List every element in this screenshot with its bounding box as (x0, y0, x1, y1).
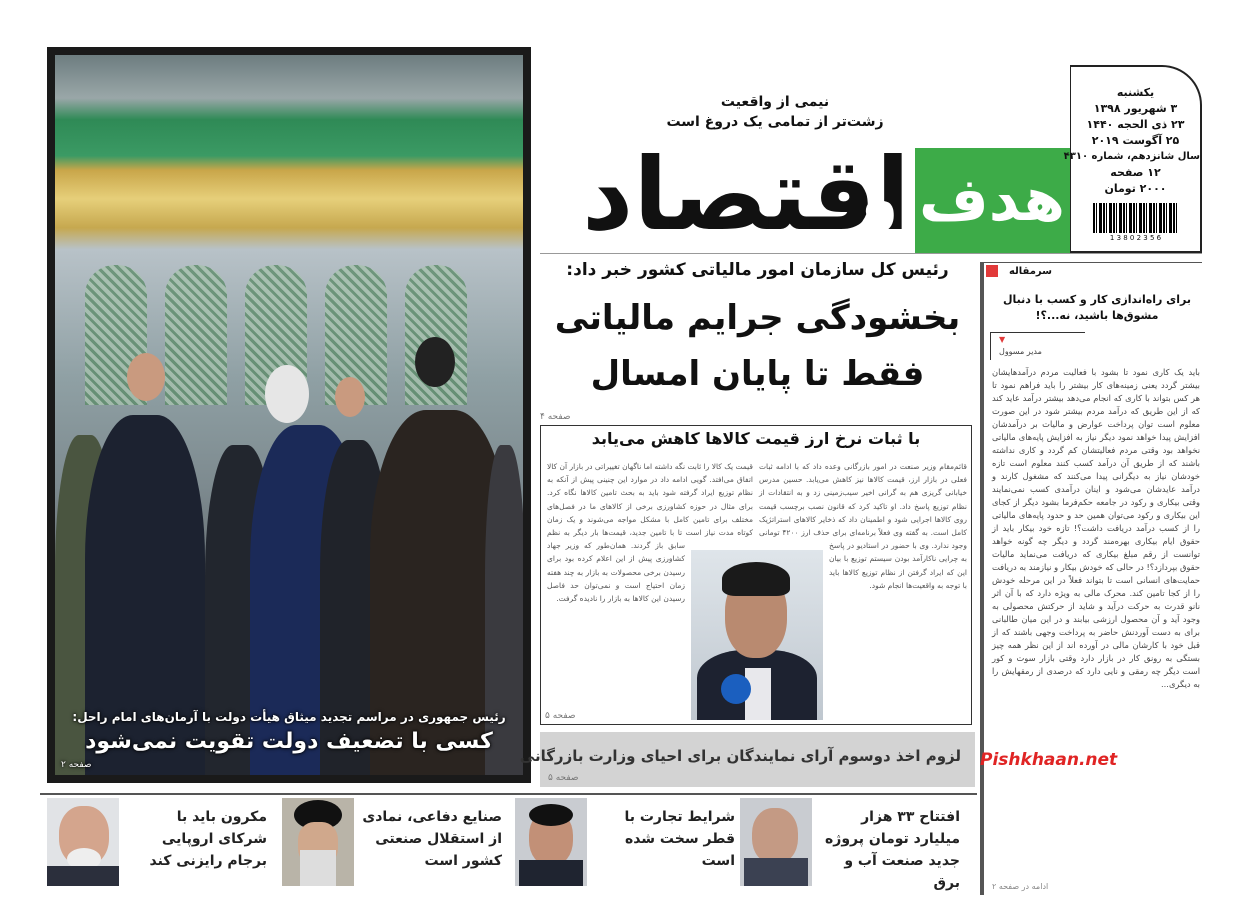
barcode-number: 1 3 8 0 2 3 5 6 (1109, 234, 1162, 242)
official-portrait (691, 550, 823, 720)
triangle-icon: ▼ (999, 335, 1006, 344)
logo-main: اقتصاد (582, 136, 910, 253)
logo-sub: هدف و (860, 165, 1065, 235)
photo-captions (61, 707, 517, 771)
teaser-photo (47, 798, 119, 886)
slogan-line: نیمی از واقعیت (720, 94, 830, 110)
photo-story (47, 47, 531, 783)
headline-line: فقط تا پایان امسال (590, 354, 925, 394)
photo-kicker: رئیس جمهوری در مراسم تجدید میثاق هیأت دولت با آرمان‌های امام راحل: (72, 710, 506, 724)
editorial-label: سرمقاله (1008, 266, 1052, 277)
lead-kicker: رئیس کل سازمان امور مالیاتی کشور خبر داد: (566, 260, 949, 280)
page-ref: صفحه ۵ (548, 773, 579, 783)
editorial-text: باید یک کاری نمود تا بشود با فعالیت مردم درآمدهایشان بیشتر گردد یعنی زمینه‌های کار بیشتر را باید فراهم نمود تا هر کس بتواند با کاری که انجام می‌دهد بیشتر درآمد عاید کند که از این طریق که درآمد مردم بیشتر شود در این صورت معلوم است توان پرداخت عوارض و مالیات بر درآمدشان افزایش پیدا خواهد نمود دیگر نیاز به افزایش پایه‌های مالیاتی نخواهد بود وقتی مردم فعالیتشان کم گردد و کاری نداشته باشند که از طریق آن درآمد کسب کنند معلوم است تازه خودشان نیاز به دیگرانی پیدا می‌کنند که مشغول کارند و درآمد عایدشان می‌شود و اینان درآمدی کسب نمی‌نمایند وقتی بیکاری و رکود در جامعه حکم‌فرما بشود دیگر از کجای این بیکاری و رکود می‌توان همین حد و حدود پایه‌های مالیاتی را از کسب درآمد دریافت داشت؟! تازه خود بیکار باید از حقوق ایام بیکاری بهره‌مند گردد و دیگر چه گونه خواهد توانست از رقم مبلغ بیکاری که دریافت می‌نماید مالیات حقوق بپردازد؟! در حالی که خودش بیکار و نیازمند به دریافت حمایت‌های انسانی است تا بتواند فعلاً در این مرحله خودش را از کجا تامین کند. محرک مالی به ویژه دارد که با آن اثر نانو قدرت به حرکت درآید و شاید از حرکتش محصولی به وجود آید و آن محصول ارزشی بیابند و در این میان طالبانی برای به دست آوردنش حاضر به پرداخت وجهی باشند که از قبل خود با کارشان مالی در آورده اند از این نظر همه چیز بستگی به رونق کار در بازار دارد وقتی بازار سوت و کور است دیگر چه رمقی و نایی دارد که درصدی از رمقهایش را به دیگری... (992, 367, 1200, 689)
slogan (640, 92, 910, 132)
page-ref: صفحه ۴ (540, 412, 571, 422)
article-text: قیمت یک کالا را ثابت نگه داشته اما ناگهان تغییراتی در بازار آن کالا اتفاق می‌افتد. گویی ادامه داد در موارد این چنینی پیش از آنکه به نظام توزیع ایراد گرفته شود باید به بحث تامین کالاها نگاه کرد. برای مثال در حوزه کشاورزی برخی از کالاهای ما در فصل‌های مختلف برای تامین کامل با مشکل مواجه می‌شوند و یک زمان کوتاه مدت نیاز است تا با تامین جدید، قیمت‌ها بار دیگر به نظم سابق باز گردند. همان‌طور که وزیر جهاد کشاورزی پیش از این اعلام کرده بود برای رسیدن برخی محصولات به بازار به چند هفته زمان احتیاج است و نمی‌توان حد فاصل رسیدن این کالاها به بازار را نادیده گرفت. (546, 462, 753, 604)
teaser-title: شرایط تجارت با قطر سخت شده است (624, 809, 735, 869)
headline-line: بخشودگی جرایم مالیاتی (554, 298, 961, 338)
teaser-photo (282, 798, 354, 886)
page-ref: صفحه ۵ (545, 711, 576, 721)
teaser[interactable] (282, 798, 502, 886)
date-lunar: ۲۳ ذی الحجه ۱۴۴۰ (1086, 118, 1185, 131)
teaser-title: مکرون باید با شرکای اروپایی برجام رایزنی کند (149, 809, 267, 869)
lead-headline (540, 290, 975, 402)
teaser[interactable] (47, 798, 267, 886)
section-marker-icon (986, 265, 998, 277)
banner-headline: لزوم اخذ دوسوم آرای نمایندگان برای احیای وزارت بازرگانی (519, 747, 961, 765)
cabinet-ceremony-photo (55, 55, 523, 775)
photo-headline: کسی با تضعیف دولت تقویت نمی‌شود (85, 729, 493, 754)
price: ۲۰۰۰ تومان (1104, 182, 1167, 195)
teaser-title: افتتاح ۳۳ هزار میلیارد تومان پروژه جدید صنعت آب و برق (825, 809, 960, 891)
divider (540, 253, 1202, 254)
watermark: Pishkhaan.net (980, 750, 1118, 770)
teaser-title: صنایع دفاعی، نمادی از استقلال صنعتی کشور است (362, 809, 502, 869)
page-count: ۱۲ صفحه (1110, 166, 1161, 179)
divider (40, 793, 977, 795)
slogan-line: زشت‌تر از تمامی یک دروغ است (666, 114, 884, 130)
article-text: قائم‌مقام وزیر صنعت در امور بازرگانی وعده داد که با ادامه ثبات فعلی در بازار ارز، قیمت کالاها نیز کاهش می‌یابد. حسین مدرس خیابانی گریزی هم به گرانی اخیر سیب‌زمینی زد و به انتقادات از نظام توزیع پاسخ داد. او تاکید کرد که قانون نصب برچسب قیمت روی کالاها اجرایی شود و اطمینان داد که ذخایر کالاهای استراتژیک کامل است. به گفته وی فعلاً برنامه‌ای برای حذف ارز ۴۲۰۰ تومانی وجود ندارد. وی با حضور در استادیو در پاسخ به چرایی ناکارآمد بودن سیستم توزیع با بیان این که ایراد گرفتن از نظام توزیع کالاها باید با توجه به واقعیت‌ها انجام شود. (759, 462, 967, 590)
continued-link[interactable]: ادامه در صفحه ۲ (992, 882, 1049, 891)
teaser-photo (740, 798, 812, 886)
grey-banner (519, 732, 975, 787)
teaser-photo (515, 798, 587, 886)
teaser[interactable] (740, 798, 960, 891)
second-story-headline: با ثبات نرخ ارز قیمت کالاها کاهش می‌یابد (591, 429, 921, 448)
teaser[interactable] (515, 798, 735, 886)
author-label: مدیر مسوول (999, 347, 1042, 356)
microphone-icon (721, 674, 751, 704)
person-head (335, 377, 365, 417)
person-head (127, 353, 165, 401)
weekday: یکشنبه (1116, 86, 1155, 99)
person-head (265, 365, 309, 423)
date-gregorian: ۲۵ آگوست ۲۰۱۹ (1091, 134, 1180, 147)
editorial-column (980, 262, 1202, 895)
editorial-title: برای راه‌اندازی کار و کسب با دنبال مشوق‌ها باشید، نه...؟! (1003, 293, 1191, 322)
date-solar: ۳ شهریور ۱۳۹۸ (1093, 102, 1178, 115)
issue-number: سال شانزدهم، شماره ۴۳۱۰ (1063, 151, 1200, 162)
barcode (1093, 203, 1179, 233)
person-head (415, 337, 455, 387)
editorial-author (990, 332, 1085, 360)
issue-info-box (1063, 65, 1202, 253)
shrine-window (165, 265, 227, 405)
page-ref: صفحه ۲ (61, 760, 92, 770)
second-story (540, 425, 972, 725)
